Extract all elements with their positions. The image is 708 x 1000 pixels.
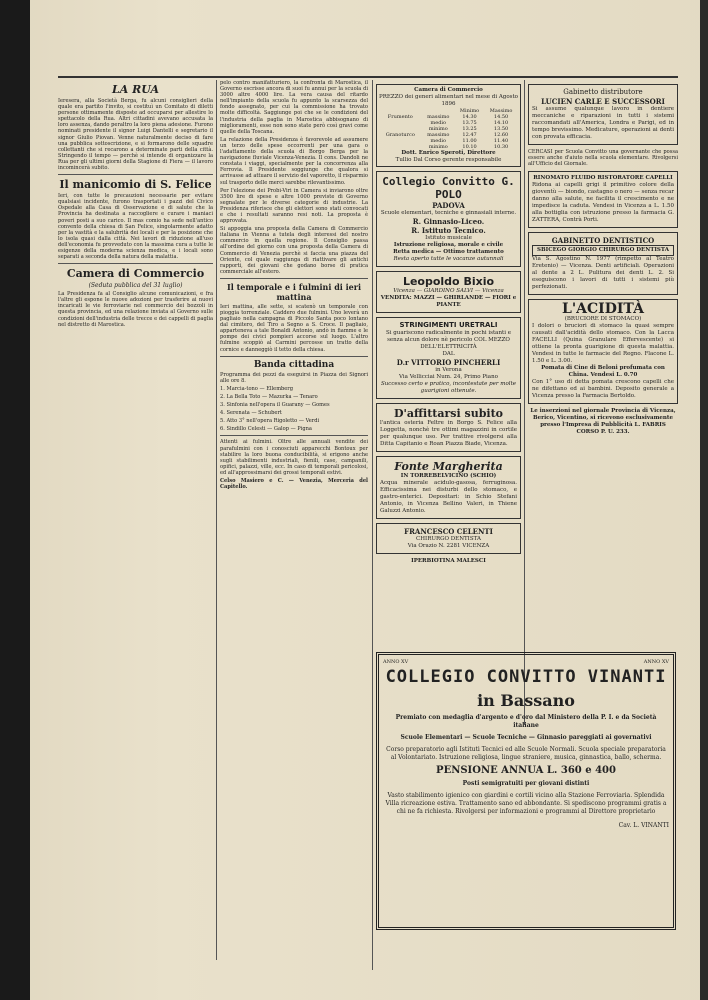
celenti-sub: CHIRURGO DENTISTA	[416, 536, 481, 542]
column-3	[376, 80, 521, 725]
inserzioni-note: Le inserzioni nel giornale Provincia di Vicenza, Berico, Vicentino, si ricevono esclusivamente presso l'Impresa di Pubblicità L. FABRIS CORSO P. U. 233.	[530, 408, 676, 436]
direttore: Dott. Enrico Speroti, Direttore	[401, 150, 496, 156]
ad-cercasi: CERCASI per Scuola Convitto una governante che possa essere anche d'aiuto nella scuola elementare. Rivolgersi all'Ufficio del Giornale.	[528, 149, 678, 168]
scan-edge	[700, 0, 708, 1000]
fonte-place: IN TORREBELVICINO (SCHIO)	[400, 473, 497, 479]
rin-text: Ridona ai capelli grigi il primitivo colore della gioventù — biondo, castagno o nero — senza recar danno alla salute, ne facilita il crescimento e ne impedisce la caduta. Vendesi in Vicenza a L. 1.50 alla bottiglia con istruzione presso la farmacia G. ZATTERA, Contrà Porti.	[532, 182, 674, 224]
gerente: Tullio Dal Corso gerente responsabile	[395, 157, 502, 163]
prices-title: Camera di Commercio	[414, 87, 483, 93]
cell: 14.30	[462, 114, 477, 120]
article-rua: Ieresera, alla Società Berga, fu alcuni consiglieri della quale era partito l'invito, si costituì un Comitato di diletti persone ottimamente disposte ad occuparsi per allestire lo spettacolo della Rua. Altri cittadini avevano accusata la loro assenza, dando peraltro la loro piena adesione. Furono nominati presidente il signor Luigi Dantelli e segretario il signor Giulio Piovan. Venne naturalmente deciso di fare una pubblica sottoscrizione, e si formarono delle squadre collettanti che si recarono a determinate parti della città. Stringendo il tempo — perchè si intende di organizzare la Rua per gli ultimi giorni della Stagione di Fiera — il lavoro incomincerà subito.	[58, 98, 213, 172]
article-manicomio: Ieri, con tutte le precauzioni necessarie per evitare qualsiasi incidente, furono trasportati i pazzi del Civico Ospedale alla Casa di Osservazione e di salute che la Provincia ha destinata a raccogliere e curare i maniaci poveri posti a suo carico. Il mas comio ha sede nell'antico convento della chiesa di San Felice, singolarmente adatto per la vastità e la salubrità dei locali e per la posizione che lo isola quasi dalla città. Nei lavori di riduzione all'uso dell'economia fu provveduto con la massima cura a tutte le esigenze della moderna scienza medica, e i locali sono separati a seconda della natura della malattia.	[58, 193, 213, 261]
newspaper-page	[30, 0, 700, 1000]
ad-rinomato	[528, 171, 678, 228]
cell: 13.50	[493, 126, 509, 132]
vinanti-premio: Premiato con medaglia d'argento e d'oro dal Ministero della P. I. e da Società italiane	[395, 714, 657, 729]
pomata-title: Pomata di Cine di Beloni profumata con China. Vendesi L. 0.70	[541, 365, 665, 379]
str-addr: Via Vellicciai Num. 24, Primo Piano	[399, 374, 498, 380]
cell: 12.47	[462, 132, 477, 138]
fonte-title: Fonte Margherita	[394, 460, 503, 473]
acid-sub: (BRUCIORE DI STOMACO)	[564, 316, 642, 323]
programma-item: 5. Atto 3° nell'opera Rigoletto — Verdi	[220, 418, 320, 425]
polo-tecnico: R. Istituto Tecnico.	[411, 226, 486, 235]
cell: Frumento	[387, 114, 413, 120]
perm-title: IPERBIOTINA MALESCI	[411, 558, 486, 564]
top-rule	[58, 76, 678, 78]
ad-celenti	[376, 523, 521, 554]
column-2	[220, 80, 368, 970]
cell: medio	[430, 138, 447, 144]
cell: massimo	[427, 132, 450, 138]
cell: 14.50	[493, 114, 509, 120]
polo-istituto: Istituto musicale	[425, 235, 472, 241]
bixio-title: Leopoldo Bixio	[402, 275, 495, 288]
article-text: pelo contro manifatturiero, la confronta di Marostica, il Governo escrisse ancora di suoi fu annui per la scuola di 3000 altre 4000 lire. La vera causa del ritardo nell'impianto della scuola fu appunto la scarsezza del fondo assegnato, per cui la commissione ha trovato molte difficoltà. Saggiunge poi che se le condizioni del l'industria della paglia in Marostica abbisognano di miglioramenti, esse non sono state però così gravi come quelle della Toscana.	[220, 80, 368, 135]
acid-text: I dolori o bruciori di stomaco la quasi sempre causati dall'acidità dello stomaco. Con la Lacca FACELLI (Quina Granulare Effervescente) si ottiene la pronta guarigione di questa malattia. Vendesi in tutte le farmacie del Regno. Flacone L. 1.50 e L. 3.00.	[532, 323, 674, 365]
banda-subtitle: Programma dei pezzi da eseguirsi in Piazza dei Signori alle ore 8.	[220, 371, 368, 384]
vinanti-anno-row	[383, 659, 669, 665]
column-1	[58, 80, 213, 960]
cell: minimo	[428, 144, 448, 150]
article-camera: La Presidenza fa al Consiglio alcune comunicazioni, e fra l'altre gli espone le nuove adozioni per trasferire ai nuovi incaricati le vie ferroviarie nel commercio dei bozzoli in questa provincia, ed una relazione inviata al Governo sulle condizioni dell'industria delle trecce e dei cappelli di paglia nel distretto di Marostica.	[58, 291, 213, 328]
ad-bixio	[376, 271, 521, 313]
heading-manicomio: Il manicomio di S. Felice	[59, 178, 212, 192]
rin-title: RINOMATO FLUIDO RISTORATORE CAPELLI	[533, 175, 673, 182]
vinanti-schools: Scuole Elementari — Scuole Tecniche — Ginnasio pareggiati ai governativi	[400, 734, 652, 741]
vinanti-body2: Vasto stabilimento igienico con giardini e cortili vicino alla Stazione Ferroviaria. Splendida Villa ricreazione estiva. Trattamento sano ed abbondante. Si spediscono programmi gratis a chi ne fa richiesta. Rivolgersi per informazioni e programmi al Direttore proprietario	[385, 792, 667, 815]
gab-title: Gabinetto distributore	[563, 88, 643, 96]
polo-text: Scuole elementari, tecniche e ginnasiali interne.	[380, 210, 517, 216]
heading-camera: Camera di Commercio	[66, 267, 205, 281]
cell: 13.25	[462, 126, 477, 132]
heading-temporale: Il temporale e i fulmini di ieri mattina	[227, 281, 361, 302]
heading-rua: LA RUA	[111, 83, 160, 96]
programma-item: 1. Marcia-tono — Ellemberg	[220, 385, 293, 392]
cell: minimo	[428, 126, 448, 132]
str-note: Successo certo e pratico, incontestate per molte guarigioni ottenute.	[380, 381, 517, 394]
str-text: Si guariscono radicalmente in pochi istanti e senza alcun dolore nè pericolo COL MEZZO DELL'ELETTRICITÀ	[386, 330, 511, 350]
cell: 13.75	[462, 120, 477, 126]
gab2-text: Via S. Agostino N. 1977 (rimpetto al Teatro Eretenio) — Vicenza. Denti artificiali. Operazioni al dente a 2 L. Pulitura dei denti L. 2. Si eseguiscono i lavori di tutti i sistemi più perfezionati.	[532, 256, 674, 291]
vinanti-anno: ANNO XV	[643, 659, 669, 665]
ad-vinanti	[376, 652, 676, 930]
column-divider	[524, 80, 525, 725]
polo-ginnasio: R. Ginnasio-Liceo.	[412, 217, 485, 226]
article-fulmini: Attenti ai fulmini. Oltre alle annuali vendite dei parafulmini con i conosciuti apparecchi Bontoux per stabilire la loro buona conducibilità, si erigono anche sugli stabilimenti industriali, fienili, case, campanili, opifici, palazzi, ville, ecc. In caso di temporali pericolosi, ed all'approssimarsi dei grossi temporali estivi.	[220, 439, 368, 476]
vinanti-title: COLLEGIO CONVITTO VINANTI	[385, 667, 667, 687]
polo-title: Collegio Convitto G. POLO	[382, 175, 515, 201]
aff-title: D'affittarsi subito	[393, 407, 503, 420]
article-text: Si appoggia una proposta della Camera di Commercio italiana in Vienna a tutela degli interessi del nostro commercio in quella regione. Il Consiglio passa all'ordine del giorno con una proposta della Camera di Commercio di Venezia perchè si faccia una piazza del Oriente, col quale raggiunga di riattivare gli antichi rapporti, dei giovani che godano borse di pratica commerciale all'estero.	[220, 226, 368, 275]
bixio-text: VENDITA: MAZZI — GHIRLANDE — FIORI e PIANTE	[380, 295, 517, 308]
str-city: in Verona	[435, 367, 462, 373]
header-cell: Massimo	[489, 108, 513, 114]
cell: medio	[430, 120, 447, 126]
cell: 12.60	[493, 132, 509, 138]
polo-city: PADOVA	[432, 201, 465, 210]
vinanti-anno: ANNO XV	[383, 659, 409, 665]
celenti-title: FRANCESCO CELENTI	[404, 527, 493, 536]
cell: 11.00	[462, 138, 477, 144]
polo-note: Resta aperto tutte le vacanze autunnali	[393, 256, 504, 262]
ad-affittarsi	[376, 403, 521, 452]
fonte-text: Acqua minerale acidulo-gasosa, ferruginosa. Efficacissima nei disturbi dello stomaco, e gastro-enterici. Depositari: in Schio Stefani Antonio, in Vicenza Bellino Valeri, in Thiene Galuzzi Antonio.	[380, 480, 517, 514]
programma-item: 4. Serenata — Schubert	[220, 410, 282, 417]
separator	[58, 174, 213, 175]
cell: Granoturco	[385, 132, 415, 138]
article-text: Per l'elezione dei Probi-Viri in Camera si inviarono oltre 3500 lire di spese e altre 1000 previste di Governo segnalate per le diverse categorie di industrie. La Presidenza riferisce che gli elettori sono stati convocati e che i resultati saranno resi noti. La proposta è approvata.	[220, 187, 368, 225]
programma-item: 6. Sindillo Celesti — Galop — Pigna	[220, 426, 312, 433]
heading-banda: Banda cittadina	[253, 359, 335, 370]
gab-name: LUCIEN CARLE E SUCCESSORI	[541, 97, 665, 106]
vinanti-signature: Cav. L. VINANTI	[618, 822, 669, 829]
cell: 14.10	[493, 120, 509, 126]
pomata-text: Con 1° uso di detta pomata crescono capelli che ne difettano ed ai bambini. Deposito generale a Vicenza presso la Farmacia Bertoldo.	[532, 379, 674, 400]
celenti-addr: Via Orazio N. 2281 VICENZA	[407, 543, 490, 549]
separator	[220, 356, 368, 357]
programma-item: 3. Sinfonia nell'opera il Guarany — Gomes	[220, 402, 330, 409]
str-title: STRINGIMENTI URETRALI	[399, 321, 498, 329]
cell: 10.10	[462, 144, 477, 150]
polo-retta: Retta medica — Ottimo trattamento	[393, 249, 504, 255]
vinanti-body: Corso preparatorio agli Istituti Tecnici ed alle Scuole Normali. Scuola speciale preparatoria al Volontariato. Istruzione religiosa, lingue straniere, musica, ginnastica, ballo, scherma.	[386, 746, 666, 761]
vinanti-pension: PENSIONE ANNUA L. 360 e 400	[436, 765, 616, 776]
column-divider	[372, 80, 373, 970]
acid-title: L'ACIDITÀ	[562, 301, 644, 318]
programma-item: 2. La Bella Toto — Mazurka — Tenaro	[220, 393, 318, 400]
cell: 10.30	[493, 144, 509, 150]
str-dal: DAL	[442, 351, 455, 357]
article-temporale: Ieri mattina, alle sette, si scatenò un temporale con pioggia torrenziale. Caddero due fulmini. Uno leverà un pagliaio nella campagna di Piccolo Santa poco lontano dal cimitero, del Tiro a Segno a S. Croce. Il pagliaio, apparteneva a tale Bonaldi Antonio, andò in fiamme e le pompe dei civici pompieri accorse sul luogo. L'altro fulmine scoppiò al Carmini percosse un tratto della cornice e danneggiò il tetto della chiesa.	[220, 303, 368, 353]
ad-stringimenti	[376, 317, 521, 399]
cell: massimo	[427, 114, 450, 120]
bixio-sub: Vicenza — GIARDINO SALVI — Vicenza	[393, 288, 504, 294]
ad-gabinetto-dentistico	[528, 232, 678, 295]
column-4	[528, 80, 678, 725]
ad-fonte	[376, 456, 521, 519]
ad-polo	[376, 171, 521, 267]
footer-note: Celso Masiero e C. — Venezia, Merceria del Capitello.	[220, 477, 368, 491]
cell: 11.40	[493, 138, 509, 144]
separator	[220, 435, 368, 436]
polo-istruzione: Istruzione religiosa, morale e civile	[393, 242, 504, 248]
header-cell: Minimo	[459, 108, 480, 114]
camera-subtitle: (Seduta pubblica del 31 luglio)	[88, 282, 183, 290]
ad-acidita	[528, 299, 678, 404]
gab-text: Si assume qualunque lavoro in dentiere meccaniche e riparazioni in tutti i sistemi raccomandati all'America, Londra e Parigi, ed in tempo brevissimo. Medicature, operazioni ai denti con provata efficacia.	[532, 106, 674, 140]
vinanti-place: in Bassano	[477, 691, 575, 710]
prices-subtitle: PREZZO dei generi alimentari nel mese di Agosto 1896	[379, 94, 518, 107]
vinanti-posti: Posti semigratuiti per giovani distinti	[462, 780, 590, 787]
separator	[220, 278, 368, 279]
prices-table	[379, 108, 518, 150]
column-divider	[216, 80, 217, 960]
aff-text: l'antica osteria Feltre in Borgo S. Felice alla Loggetta, nonchè tre ottimi magazzini in cortile per qualunque uso. Per trattive rivolgersi alla Ditta Capitanio e Roan Piazza Biade, Vicenza.	[380, 420, 517, 447]
article-text: La relazione della Presidenza è favorevole ad assumere un terzo delle spese occorrenti per una gara o l'adattamento della scuola di Borgo Berga per la navigazione fluviale Vicenza-Venezia. Il cons. Dandoli ne constata i viaggi, specialmente per la concorrenza alla Ferrovia. Il Presidente soggiunge che qualora si arrivasse ad attuare il servizio del vaporetto, il risparmio sul trasporto delle merci sarebbe rilevantissimo.	[220, 136, 368, 186]
str-doctor: D.r VITTORIO PINCHERLI	[396, 358, 501, 367]
gab2-title: GABINETTO DENTISTICO	[551, 236, 655, 246]
gab2-name: SBICEGO GIORGIO CHIRURGO DENTISTA	[532, 245, 674, 256]
prices-box	[376, 84, 521, 167]
separator	[58, 263, 213, 264]
ad-gabinetto	[528, 84, 678, 145]
